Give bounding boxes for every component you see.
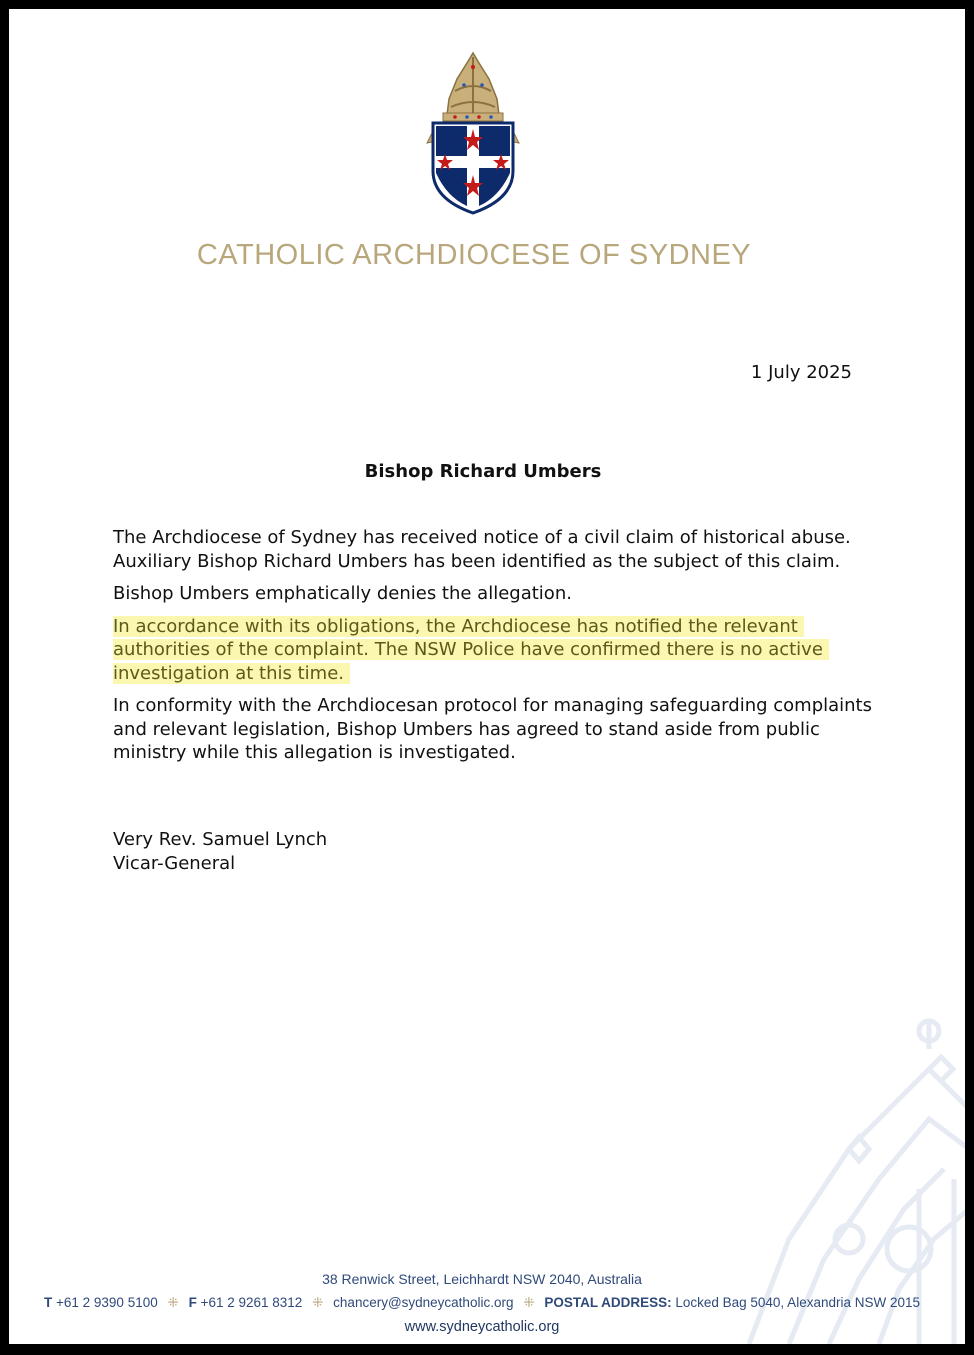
separator-icon: ⁜ — [523, 1295, 535, 1310]
signatory-title: Vicar-General — [113, 852, 236, 874]
paragraph-police-notice — [113, 615, 873, 686]
archdiocese-crest-icon — [417, 51, 529, 216]
letter-heading: Bishop Richard Umbers — [364, 461, 602, 482]
postal-address: Locked Bag 5040, Alexandria NSW 2015 — [675, 1295, 921, 1310]
footer-street-address: 38 Renwick Street, Leichhardt NSW 2040, Australia — [322, 1271, 642, 1287]
cathedral-watermark-icon — [729, 1009, 965, 1344]
fax-number: +61 2 9261 8312 — [200, 1295, 303, 1310]
footer-contact-line — [9, 1295, 955, 1311]
paragraph-denial: Bishop Umbers emphatically denies the allegation. — [113, 583, 572, 604]
separator-icon: ⁜ — [167, 1295, 179, 1310]
paragraph-claim-notice: The Archdiocese of Sydney has received notice of a civil claim of historical abuse. Auxiliary Bishop Richard Umbers has been identified as the subject of this claim. — [113, 527, 851, 572]
letter-page — [9, 9, 965, 1344]
highlighted-text: In accordance with its obligations, the Archdiocese has notified the relevant authorities of the complaint. The NSW Police have confirmed there is no active investigation at this time. — [113, 616, 829, 684]
footer-website-link[interactable]: www.sydneycatholic.org — [404, 1319, 560, 1335]
signatory-name: Very Rev. Samuel Lynch — [113, 829, 328, 850]
postal-address-label: POSTAL ADDRESS: — [544, 1295, 672, 1310]
phone-number: +61 2 9390 5100 — [56, 1295, 158, 1310]
letter-body — [113, 526, 873, 774]
letter-date: 1 July 2025 — [750, 362, 852, 383]
signature-block — [113, 828, 327, 875]
paragraph-stand-aside: In conformity with the Archdiocesan protocol for managing safeguarding complaints and relevant legislation, Bishop Umbers has agreed to stand aside from public ministry while this allegation is investigated. — [113, 695, 872, 763]
letterhead-org-name: CATHOLIC ARCHDIOCESE OF SYDNEY — [196, 239, 752, 271]
email-link[interactable]: chancery@sydneycatholic.org — [333, 1295, 514, 1310]
separator-icon: ⁜ — [312, 1295, 324, 1310]
fax-label: F — [188, 1295, 197, 1310]
phone-label: T — [43, 1295, 53, 1310]
